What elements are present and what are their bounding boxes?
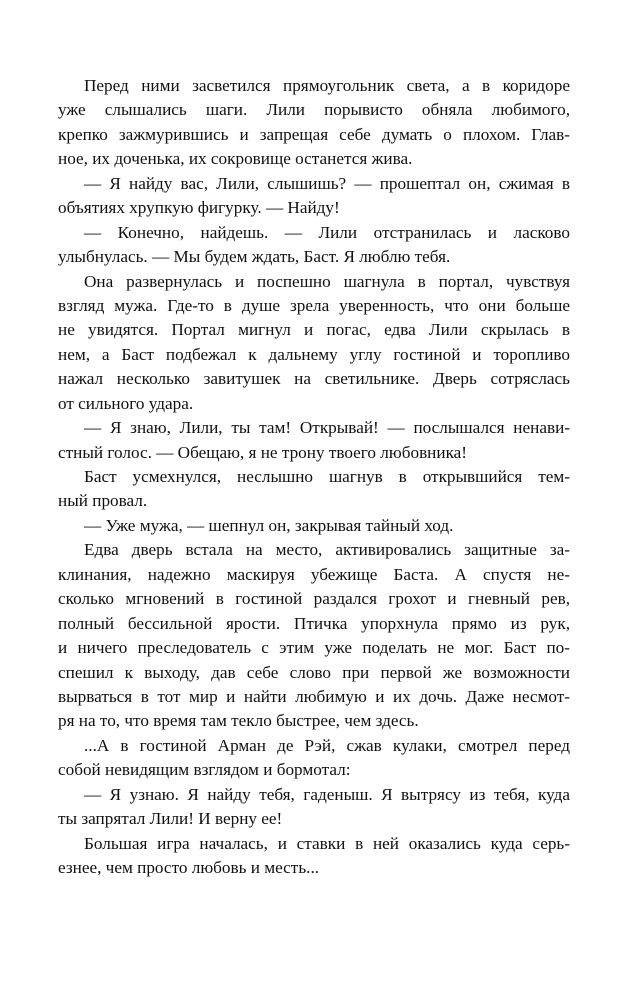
text-line: ря на то, что время там текло быстрее, чем здесь.	[58, 711, 419, 731]
text-line: вырваться в тот мир и найти любимую и их дочь. Даже несмот-	[58, 686, 570, 706]
text-line: Баст усмехнулся, неслышно шагнув в открывшийся тем-	[84, 467, 570, 486]
text-line: Едва дверь встала на место, активировались защитные за-	[84, 540, 570, 560]
text-line: клинания, надежно маскируя убежище Баста. А спустя не-	[58, 564, 570, 584]
text-line: улыбнулась. — Мы будем ждать, Баст. Я люблю тебя.	[58, 247, 451, 267]
text-line: крепко зажмурившись и запрещая себе думать о плохом. Глав-	[58, 124, 570, 144]
text-line: — Конечно, найдешь. — Лили отстранилась и ласково	[84, 222, 570, 242]
text-line: уже слышались шаги. Лили порывисто обняла любимого,	[58, 100, 570, 120]
text-line: ное, их доченька, их сокровище останется жива.	[58, 149, 413, 169]
text-line: езнее, чем просто любовь и месть...	[58, 858, 320, 877]
text-line: нем, а Баст подбежал к дальнему углу гостиной и торопливо	[58, 344, 570, 364]
text-line: нажал несколько завитушек на светильнике. Дверь сотряслась	[58, 369, 570, 389]
text-line: Большая игра началась, и ставки в ней оказались куда серь-	[84, 833, 570, 853]
text-line: — Я узнаю. Я найду тебя, гаденыш. Я вытрясу из тебя, куда	[84, 784, 570, 804]
text-line: полный бессильной ярости. Птичка упорхнула прямо из рук,	[58, 613, 570, 633]
text-line: ...А в гостиной Арман де Рэй, сжав кулаки, смотрел перед	[84, 735, 570, 755]
text-line: не увидятся. Портал мигнул и погас, едва Лили скрылась в	[58, 320, 570, 340]
text-line: от сильного удара.	[58, 393, 194, 413]
text-line: — Уже мужа, — шепнул он, закрывая тайный ход.	[84, 515, 454, 535]
text-line: объятиях хрупкую фигурку. — Найду!	[58, 198, 340, 218]
text-line: — Я найду вас, Лили, слышишь? — прошептал он, сжимая в	[84, 173, 570, 193]
text-line: стный голос. — Обещаю, я не трону твоего любовника!	[58, 442, 468, 462]
text-line: ты запрятал Лили! И верну ее!	[58, 809, 283, 829]
text-line: Перед ними засветился прямоугольник света, а в коридоре	[84, 76, 570, 95]
text-line: Она развернулась и поспешно шагнула в портал, чувствуя	[84, 271, 570, 291]
text-line: собой невидящим взглядом и бормотал:	[58, 760, 351, 780]
text-line: — Я знаю, Лили, ты там! Открывай! — послышался ненави-	[84, 418, 570, 438]
text-line: взгляд мужа. Где-то в душе зрела уверенность, что они больше	[58, 295, 570, 315]
text-line: и ничего преследователь с этим уже поделать не мог. Баст по-	[58, 638, 570, 658]
text-line: сколько мгновений в гостиной раздался грохот и гневный рев,	[58, 589, 570, 609]
text-line: ный провал.	[58, 491, 148, 511]
text-line: спешил к выходу, дав себе слово при первой же возможности	[58, 662, 570, 682]
book-page-text	[58, 74, 570, 880]
